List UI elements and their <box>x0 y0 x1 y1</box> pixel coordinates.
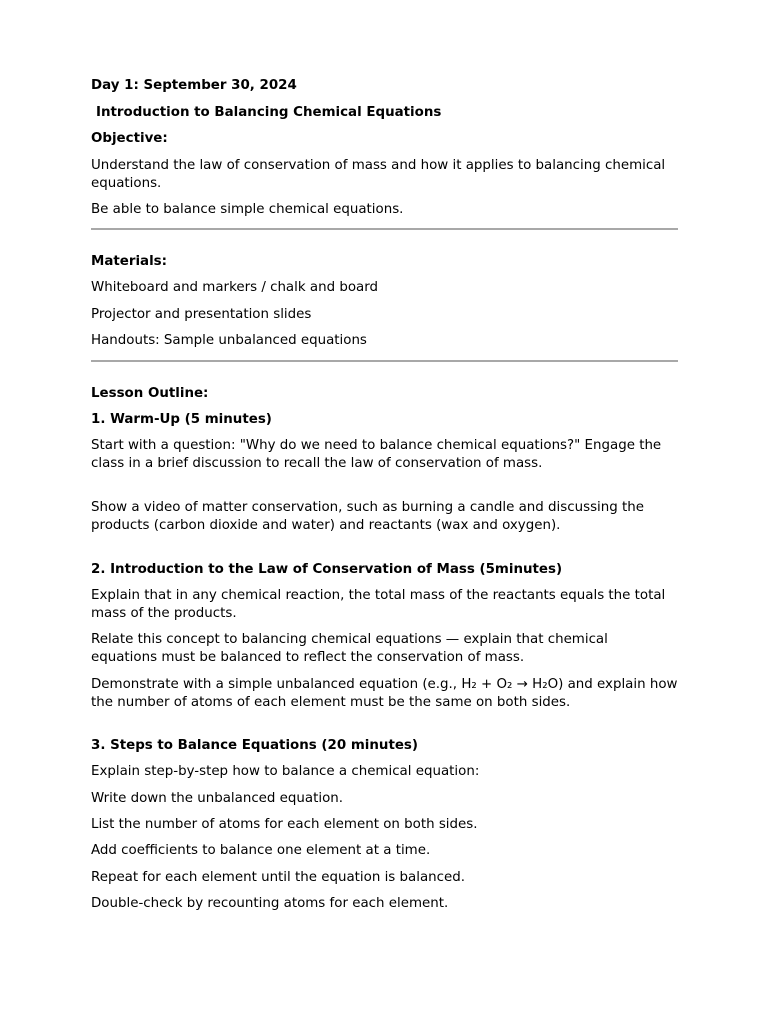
step-item: Add coefficients to balance one element at a time. <box>91 843 431 858</box>
materials-heading: Materials: <box>91 254 167 269</box>
section-paragraph: Start with a question: "Why do we need to balance chemical equations?" Engage the class in a brief discussion to recall the law of conservation of mass. <box>91 438 662 471</box>
objective-item: Be able to balance simple chemical equations. <box>91 202 404 217</box>
section-paragraph: Relate this concept to balancing chemical equations — explain that chemical equations must be balanced to reflect the conservation of mass. <box>91 632 608 665</box>
section-divider <box>91 228 678 230</box>
section-divider <box>91 360 678 362</box>
step-item: Repeat for each element until the equation is balanced. <box>91 870 466 885</box>
materials-item: Whiteboard and markers / chalk and board <box>91 280 378 295</box>
lesson-title: Introduction to Balancing Chemical Equations <box>96 105 442 120</box>
date-heading: Day 1: September 30, 2024 <box>91 78 297 93</box>
section-paragraph: Demonstrate with a simple unbalanced equation (e.g., H₂ + O₂ → H₂O) and explain how the number of atoms of each element must be the same on both sides. <box>91 677 678 710</box>
objective-item: Understand the law of conservation of mass and how it applies to balancing chemical equations. <box>91 158 666 191</box>
materials-item: Handouts: Sample unbalanced equations <box>91 333 367 348</box>
lesson-outline-heading: Lesson Outline: <box>91 386 209 401</box>
materials-item: Projector and presentation slides <box>91 307 312 322</box>
step-item: Write down the unbalanced equation. <box>91 791 344 806</box>
section-paragraph: Explain that in any chemical reaction, the total mass of the reactants equals the total mass of the products. <box>91 588 666 621</box>
section-title: 1. Warm-Up (5 minutes) <box>91 412 272 427</box>
section-title: 3. Steps to Balance Equations (20 minutes) <box>91 738 419 753</box>
section-paragraph: Explain step-by-step how to balance a chemical equation: <box>91 764 480 779</box>
objective-heading: Objective: <box>91 131 168 146</box>
section-paragraph: Show a video of matter conservation, such as burning a candle and discussing the products (carbon dioxide and water) and reactants (wax and oxygen). <box>91 500 644 533</box>
step-item: List the number of atoms for each element on both sides. <box>91 817 478 832</box>
step-item: Double-check by recounting atoms for each element. <box>91 896 449 911</box>
section-title: 2. Introduction to the Law of Conservation of Mass (5minutes) <box>91 562 563 577</box>
